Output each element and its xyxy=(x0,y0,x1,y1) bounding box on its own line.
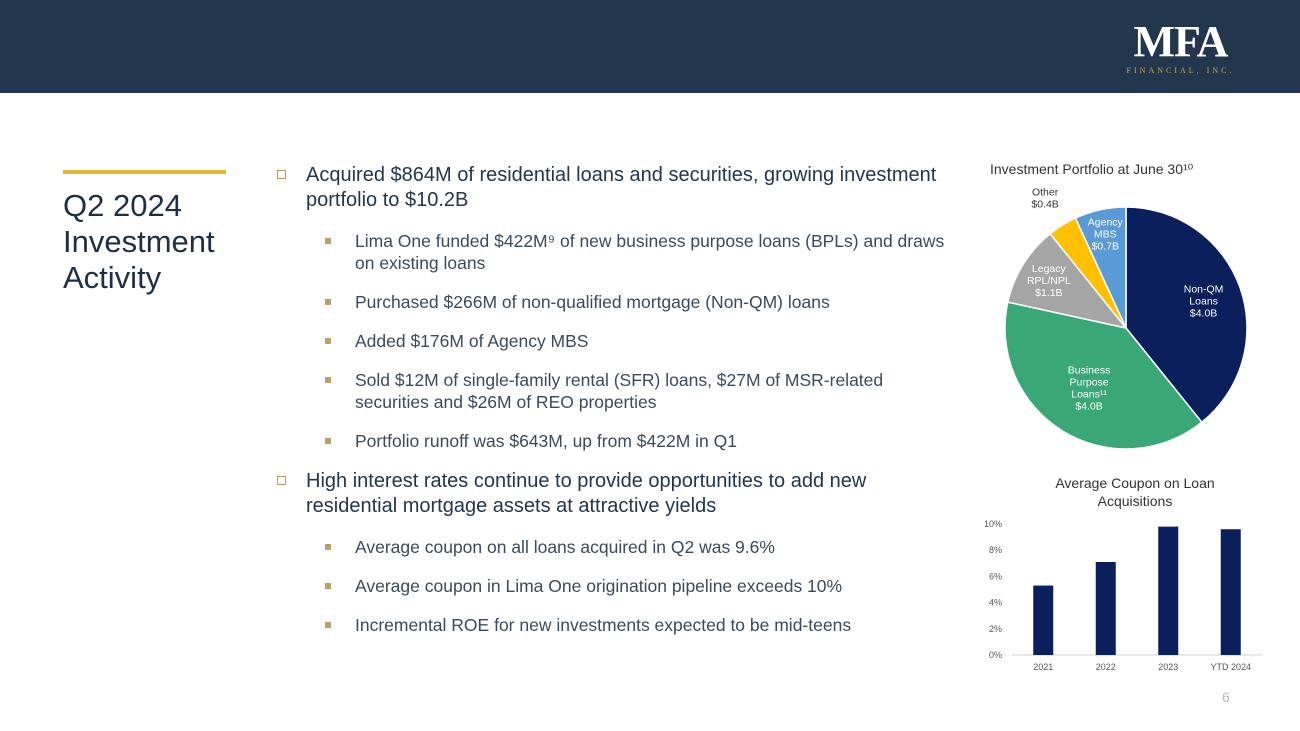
sub-bullet-text: Added $176M of Agency MBS xyxy=(355,331,589,351)
bar xyxy=(1033,586,1053,655)
sub-bullet-text: Average coupon in Lima One origination pipeline exceeds 10% xyxy=(355,576,843,596)
x-tick-label: YTD 2024 xyxy=(1210,662,1252,672)
x-tick-label: 2022 xyxy=(1095,662,1116,672)
pie-slice-label: Non-QM Loans $4.0B xyxy=(1183,283,1224,320)
sub-bullet-text: Incremental ROE for new investments expected to be mid-teens xyxy=(355,615,852,635)
pie-slice-label: Legacy RPL/NPL $1.1B xyxy=(1026,263,1071,300)
bar-chart-title: Average Coupon on Loan Acquisitions xyxy=(1055,475,1215,509)
sub-bullet-text: Purchased $266M of non-qualified mortgage (Non-QM) loans xyxy=(355,292,830,312)
pie-slice-label: Other $0.4B xyxy=(1031,186,1059,211)
pie-chart-title: Investment Portfolio at June 30¹⁰ xyxy=(990,161,1194,177)
pie-slice-label: Agency MBS $0.7B xyxy=(1087,216,1123,253)
x-tick-label: 2021 xyxy=(1033,662,1054,672)
y-tick-label: 4% xyxy=(988,597,1002,608)
sub-bullet-text: Average coupon on all loans acquired in Q2 was 9.6% xyxy=(355,537,775,557)
y-tick-label: 0% xyxy=(988,650,1002,660)
logo-subtitle: FINANCIAL, INC. xyxy=(1126,66,1235,75)
y-tick-label: 10% xyxy=(983,519,1002,529)
sub-bullet-text: Sold $12M of single-family rental (SFR) loans, $27M of MSR-related securities and $26M of REO properties xyxy=(355,370,884,412)
x-tick-label: 2023 xyxy=(1158,662,1179,672)
y-tick-label: 2% xyxy=(988,623,1002,634)
y-tick-label: 6% xyxy=(988,571,1002,582)
page-title: Q2 2024 Investment Activity xyxy=(63,188,215,295)
bullet-text: Acquired $864M of residential loans and securities, growing investment portfolio to $10.2B xyxy=(306,164,937,211)
page-number: 6 xyxy=(1222,689,1230,705)
y-tick-label: 8% xyxy=(988,545,1002,556)
bar xyxy=(1096,562,1116,655)
bar xyxy=(1221,529,1241,655)
pie-slice-label: Business Purpose Loans¹¹ $4.0B xyxy=(1067,364,1111,413)
bar xyxy=(1158,527,1178,655)
sub-bullet-text: Portfolio runoff was $643M, up from $422M in Q1 xyxy=(355,431,737,451)
sub-bullet-text: Lima One funded $422M⁹ of new business purpose loans (BPLs) and draws on existing loans xyxy=(355,231,945,273)
logo-wordmark: MFA xyxy=(1133,17,1228,66)
bullet-text: High interest rates continue to provide opportunities to add new residential mortgage assets at attractive yields xyxy=(306,470,867,517)
